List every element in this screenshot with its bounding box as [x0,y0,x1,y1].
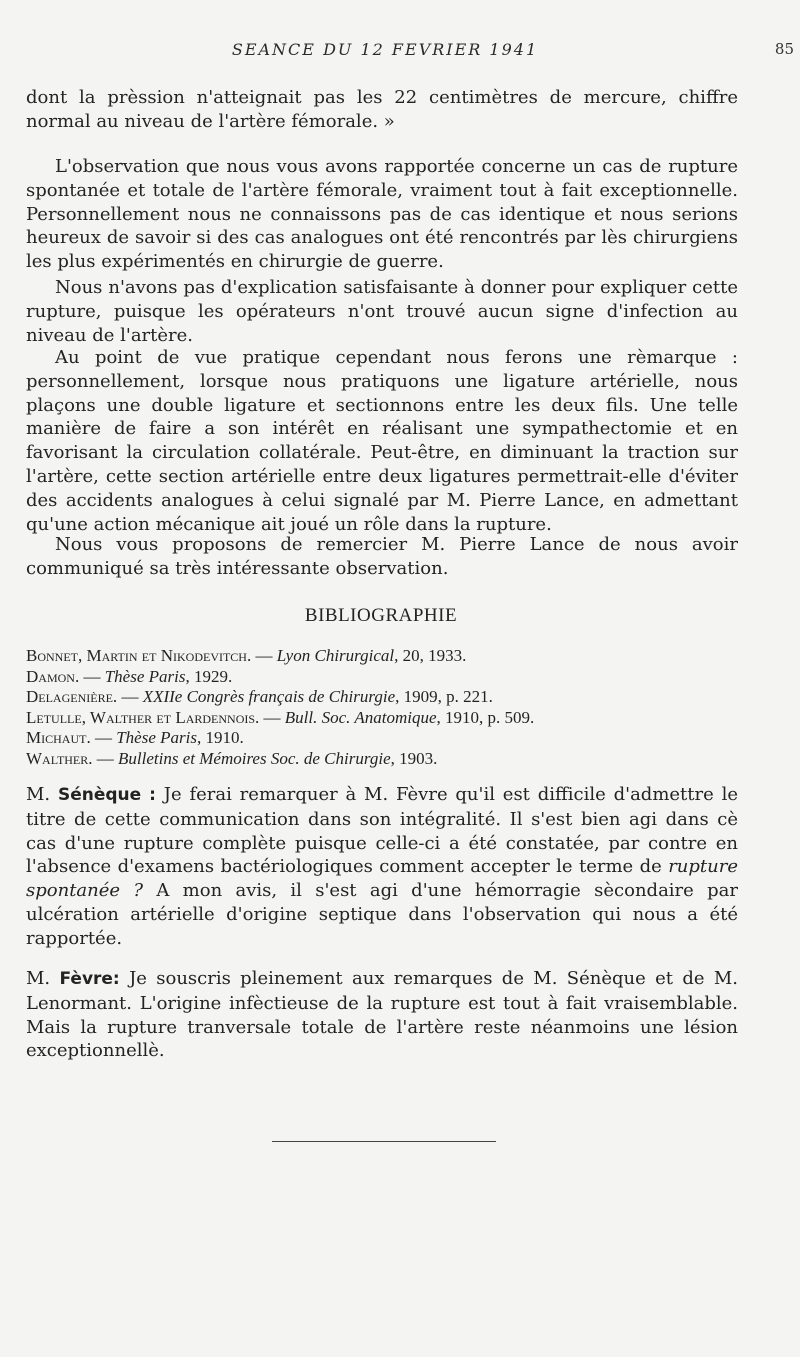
bib-authors: Walther. [26,748,93,768]
paragraph-practical-remark: Au point de vue pratique cependant nous ferons une rèmarque : personnellement, lorsque nous pratiquons une ligature artérielle, nous plaçons une double ligature et sectionnons entre les deux fils. Une telle manière de faire a son intérêt en réalisant une sympathectomie et en favorisant la circulation collatérale. Peut-être, en diminuant la traction sur l'artère, cette section artérielle entre deux ligatures permettrait-elle d'éviter des accidents analogues à celui signalé par M. Pierre Lance, en admettant qu'une action mécanique ait joué un rôle dans la rupture. [26,347,738,535]
bibliography-entry [26,667,766,688]
bib-separator: — [259,707,285,727]
page-number: 85 [774,40,794,58]
speaker-name: Sénèque : [57,785,156,805]
bib-details: , 1909, p. 221. [395,687,493,706]
bibliography-entry [26,708,766,729]
bib-details: , 1929. [185,666,233,686]
paragraph-explanation: Nous n'avons pas d'explication satisfaisante à donner pour expliquer cette rupture, puisque les opérateurs n'ont trouvé aucun signe d'infection au niveau de l'artère. [26,277,738,346]
bib-authors: Damon. [26,666,80,686]
bib-separator: — [117,687,143,706]
bib-details: , 20, 1933. [394,646,467,665]
bib-authors: Bonnet, Martin et Nikodevitch. [26,646,252,665]
bibliography-heading: BIBLIOGRAPHIE [304,605,458,626]
bib-source: Thèse Paris [104,666,186,686]
discussion-fevre [26,967,738,1063]
bib-separator: — [92,748,119,768]
speaker-prefix: M. [26,968,60,989]
remark-text: Je ferai remarquer à M. Fèvre qu'il est difficile d'admettre le titre de cette communication dans son intégralité. Il s'est bien agi dans cè cas d'une rupture complète puisque celle-ci a été constatée, par contre en l'absence d'examens bactériologiques comment accepter le terme de [26,784,738,878]
bib-authors: Letulle, Walther et Lardennois. [26,707,260,727]
bib-authors: Michaut. [26,728,91,747]
paragraph-continuation: dont la prèssion n'atteignait pas les 22 centimètres de mercure, chiffre normal au niveau de l'artère fémorale. » [26,87,738,132]
bib-details: , 1910. [196,728,244,747]
speaker-name: Fèvre: [59,969,120,989]
running-title: SEANCE DU 12 FEVRIER 1941 [231,40,539,59]
bibliography-entry [26,646,766,667]
speaker-prefix: M. [26,784,58,805]
bib-source: Bull. Soc. Anatomique [284,707,437,727]
remark-text: Je souscris pleinement aux remarques de M. Sénèque et de M. Lenormant. L'origine infèctieuse de la rupture est tout à fait vraisemblable. Mais la rupture tranversale totale de l'artère reste néanmoins une lésion exceptionnellè. [26,968,738,1062]
bibliography-entry [26,728,766,749]
discussion-seneque [26,783,738,951]
bib-separator: — [251,646,277,665]
bib-authors: Delagenière. [26,687,118,706]
paragraph-thanks: Nous vous proposons de remercier M. Pierre Lance de nous avoir communiqué sa très intéressante observation. [26,534,738,579]
bib-details: , 1903. [390,748,438,768]
bib-source: Lyon Chirurgical [276,646,395,665]
remark-text: A mon avis, il s'est agi d'une hémorragie sècondaire par ulcération artérielle d'origine septique dans l'observation qui nous a été rapportée. [26,880,738,949]
bib-source: Thèse Paris [116,728,197,747]
bib-source: Bulletins et Mémoires Soc. de Chirurgie [118,748,391,768]
bibliography-entry [26,749,766,770]
bib-details: , 1910, p. 509. [436,707,535,727]
bib-source: XXIIe Congrès français de Chirurgie [142,687,396,706]
bib-separator: — [79,666,105,686]
end-divider [272,1141,496,1142]
bib-separator: — [90,728,117,747]
bibliography-entry [26,687,766,708]
page-header [0,40,800,64]
bibliography-list [26,646,766,769]
remark-emphasis: rupture spontanée ? [26,856,738,902]
paragraph-observation: L'observation que nous vous avons rapportée concerne un cas de rupture spontanée et totale de l'artère fémorale, vraiment tout à fait exceptionnelle. Personnellement nous ne connaissons pas de cas identique et nous serions heureux de savoir si des cas analogues ont été rencontrés par lès chirurgiens les plus expérimentés en chirurgie de guerre. [26,156,738,273]
